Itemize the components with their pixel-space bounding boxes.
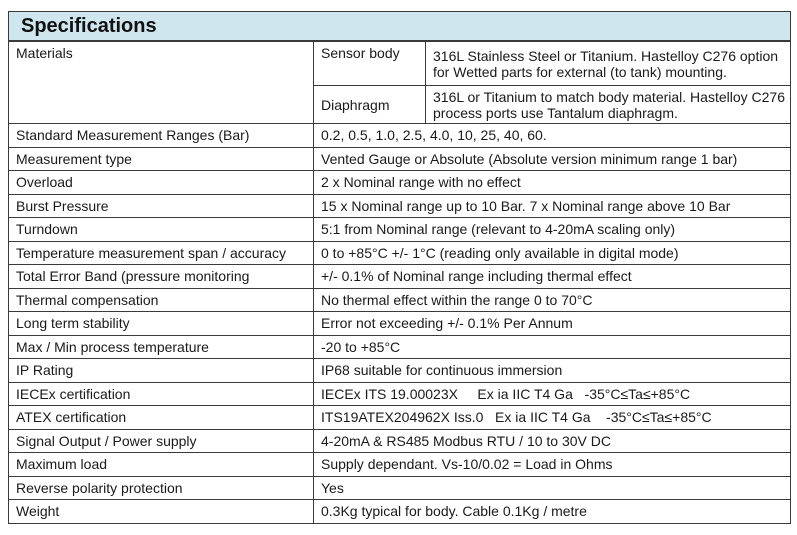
row-value: 5:1 from Nominal range (relevant to 4-20mA scaling only) xyxy=(314,218,791,242)
row-value: 2 x Nominal range with no effect xyxy=(314,171,791,195)
table-row xyxy=(9,359,791,383)
row-label: Overload xyxy=(9,171,314,195)
row-value: Yes xyxy=(314,476,791,500)
row-value: ITS19ATEX204962X Iss.0 Ex ia IIC T4 Ga -35°C≤Ta≤+85°C xyxy=(314,406,791,430)
row-label: Turndown xyxy=(9,218,314,242)
row-label: Thermal compensation xyxy=(9,288,314,312)
row-value: +/- 0.1% of Nominal range including thermal effect xyxy=(314,265,791,289)
table-row xyxy=(9,476,791,500)
table-row xyxy=(9,194,791,218)
table-row-materials-sensor xyxy=(9,42,791,86)
diaphragm-label: Diaphragm xyxy=(314,86,426,124)
table-row xyxy=(9,147,791,171)
row-value: -20 to +85°C xyxy=(314,335,791,359)
row-label-materials: Materials xyxy=(9,42,314,124)
row-label: Weight xyxy=(9,500,314,524)
row-label: Long term stability xyxy=(9,312,314,336)
row-label: Reverse polarity protection xyxy=(9,476,314,500)
row-label: Burst Pressure xyxy=(9,194,314,218)
row-label: ATEX certification xyxy=(9,406,314,430)
sensor-body-value: 316L Stainless Steel or Titanium. Hastelloy C276 option for Wetted parts for external (to tank) mounting. xyxy=(426,42,791,86)
table-row xyxy=(9,124,791,148)
sensor-body-label: Sensor body xyxy=(314,42,426,86)
row-value: 0 to +85°C +/- 1°C (reading only available in digital mode) xyxy=(314,241,791,265)
row-value: Error not exceeding +/- 0.1% Per Annum xyxy=(314,312,791,336)
row-label: Max / Min process temperature xyxy=(9,335,314,359)
spec-table xyxy=(8,41,791,524)
row-label: Signal Output / Power supply xyxy=(9,429,314,453)
table-row xyxy=(9,382,791,406)
page-title: Specifications xyxy=(21,14,157,37)
spec-sheet xyxy=(8,11,791,524)
table-row xyxy=(9,288,791,312)
table-row xyxy=(9,453,791,477)
row-value: 4-20mA & RS485 Modbus RTU / 10 to 30V DC xyxy=(314,429,791,453)
row-label: IP Rating xyxy=(9,359,314,383)
table-row xyxy=(9,335,791,359)
row-value: 0.2, 0.5, 1.0, 2.5, 4.0, 10, 25, 40, 60. xyxy=(314,124,791,148)
table-row xyxy=(9,218,791,242)
diaphragm-value: 316L or Titanium to match body material. Hastelloy C276 process ports use Tantalum diaphragm. xyxy=(426,86,791,124)
title-bar xyxy=(8,11,791,41)
row-value: IP68 suitable for continuous immersion xyxy=(314,359,791,383)
row-label: Total Error Band (pressure monitoring xyxy=(9,265,314,289)
row-value: Vented Gauge or Absolute (Absolute version minimum range 1 bar) xyxy=(314,147,791,171)
table-row xyxy=(9,429,791,453)
row-label: Measurement type xyxy=(9,147,314,171)
row-value: No thermal effect within the range 0 to 70°C xyxy=(314,288,791,312)
row-label: Standard Measurement Ranges (Bar) xyxy=(9,124,314,148)
row-value: Supply dependant. Vs-10/0.02 = Load in Ohms xyxy=(314,453,791,477)
table-row xyxy=(9,312,791,336)
table-row xyxy=(9,406,791,430)
table-row xyxy=(9,265,791,289)
table-row xyxy=(9,171,791,195)
row-label: Temperature measurement span / accuracy xyxy=(9,241,314,265)
row-value: 15 x Nominal range up to 10 Bar. 7 x Nominal range above 10 Bar xyxy=(314,194,791,218)
row-value: 0.3Kg typical for body. Cable 0.1Kg / metre xyxy=(314,500,791,524)
row-value: IECEx ITS 19.00023X Ex ia IIC T4 Ga -35°C≤Ta≤+85°C xyxy=(314,382,791,406)
table-row xyxy=(9,500,791,524)
row-label: Maximum load xyxy=(9,453,314,477)
table-row xyxy=(9,241,791,265)
row-label: IECEx certification xyxy=(9,382,314,406)
